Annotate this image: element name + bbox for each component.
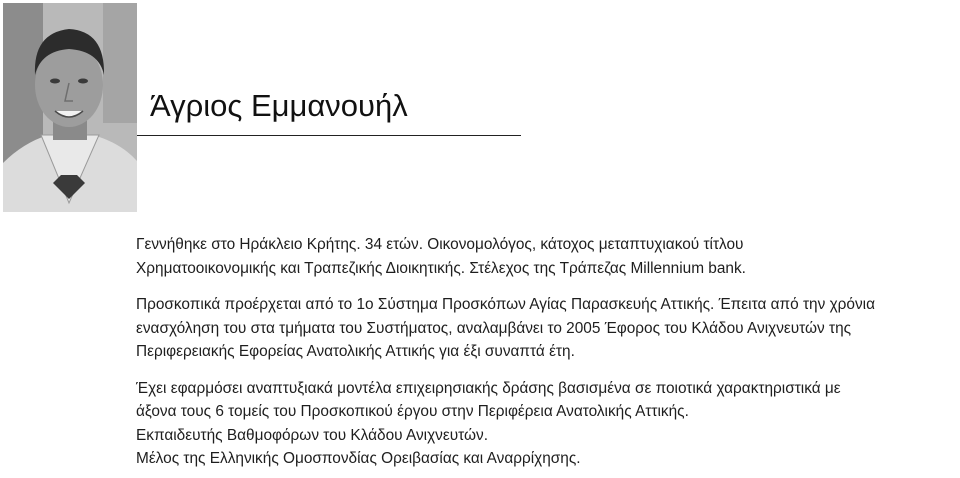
bio-line: Προσκοπικά προέρχεται από το 1ο Σύστημα Προσκόπων Αγίας Παρασκευής Αττικής. Έπειτα από την χρόνια xyxy=(136,296,875,313)
name-underline xyxy=(137,135,521,136)
bio-line: Μέλος της Ελληνικής Ομοσπονδίας Ορειβασίας και Αναρρίχησης. xyxy=(136,450,581,467)
bio-paragraph-3 xyxy=(136,377,960,471)
bio-line: Περιφερειακής Εφορείας Ανατολικής Αττικής για έξι συναπτά έτη. xyxy=(136,343,575,360)
bio-line: ενασχόληση του στα τμήματα του Συστήματος, αναλαμβάνει το 2005 Έφορος του Κλάδου Ανιχνευτών της xyxy=(136,319,852,337)
bio-line: Γεννήθηκε στο Ηράκλειο Κρήτης. 34 ετών. Οικονομολόγος, κάτοχος μεταπτυχιακού τίτλου xyxy=(136,236,744,253)
biography xyxy=(136,233,960,471)
profile-name: Άγριος Εμμανουήλ xyxy=(150,88,408,123)
profile-photo xyxy=(3,3,137,212)
bio-line: Χρηματοοικονομικής και Τραπεζικής Διοικητικής. Στέλεχος της Τράπεζας Millennium bank. xyxy=(136,259,746,277)
bio-line: άξονα τους 6 τομείς του Προσκοπικού έργου στην Περιφέρεια Ανατολικής Αττικής. xyxy=(136,403,689,420)
bio-paragraph-2 xyxy=(136,293,960,364)
portrait-image xyxy=(3,3,137,212)
bio-line: Έχει εφαρμόσει αναπτυξιακά μοντέλα επιχειρησιακής δράσης βασισμένα σε ποιοτικά χαρακτηριστικά με xyxy=(136,379,841,397)
bio-paragraph-1 xyxy=(136,233,960,280)
bio-line: Εκπαιδευτής Βαθμοφόρων του Κλάδου Ανιχνευτών. xyxy=(136,426,488,444)
